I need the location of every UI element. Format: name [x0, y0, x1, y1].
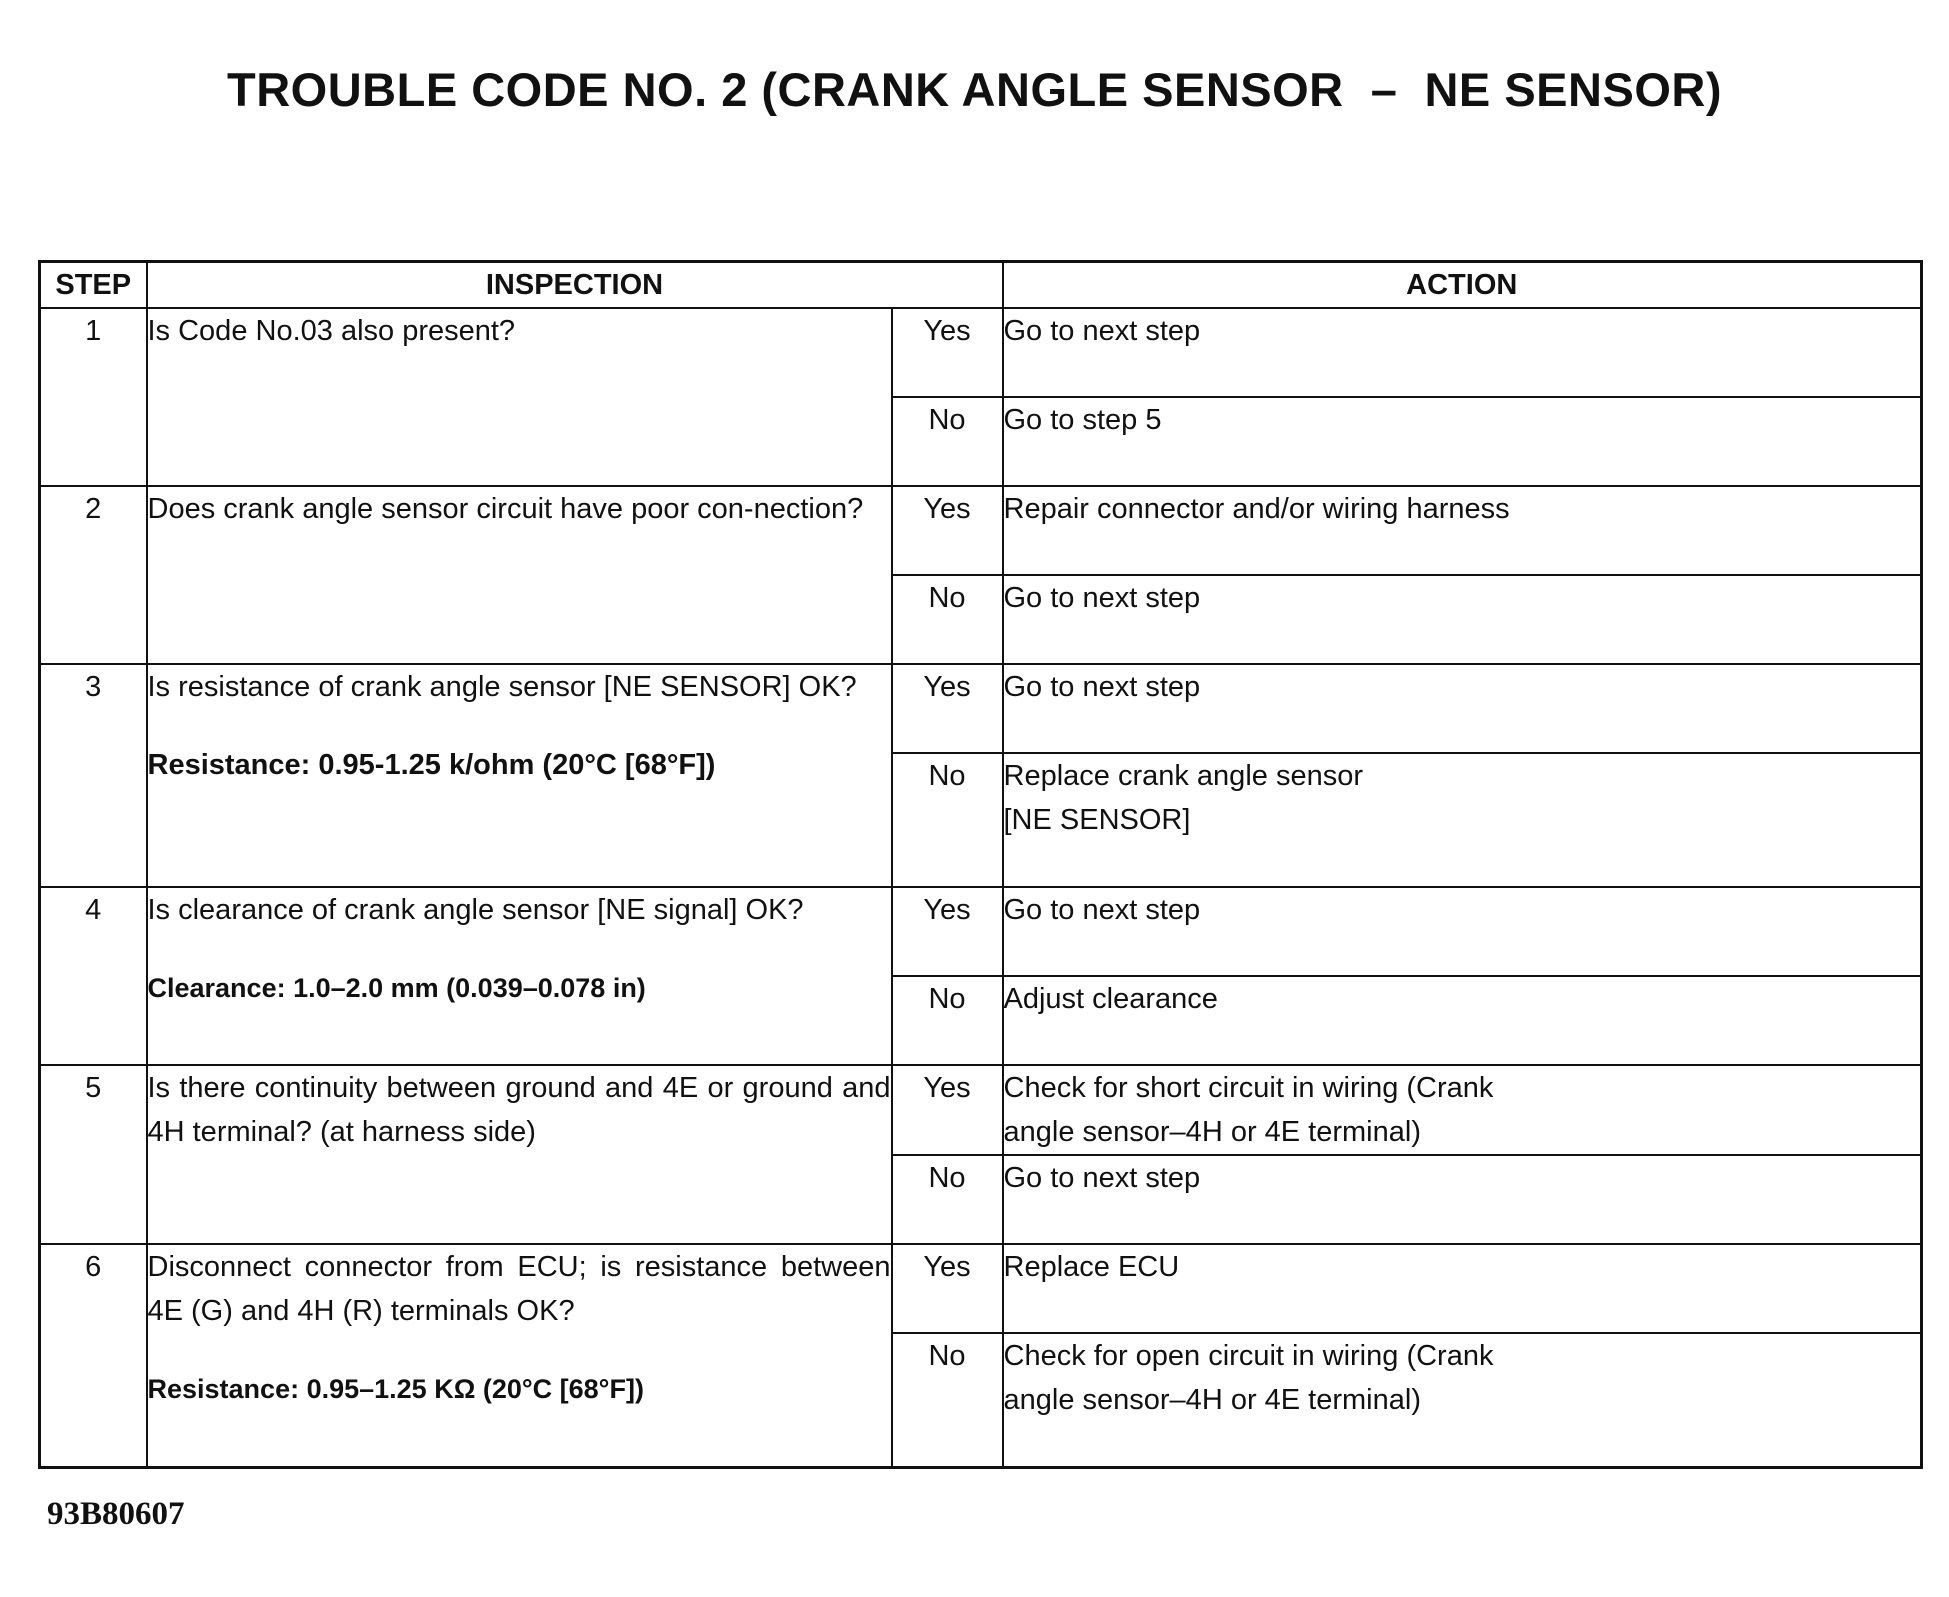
- action-line: Replace ECU: [1003, 1251, 1180, 1283]
- step-number: 6: [40, 1244, 147, 1467]
- figure-id: 93B80607: [47, 1496, 185, 1532]
- action-line: Check for open circuit in wiring (Crank: [1003, 1340, 1494, 1372]
- no-action: [1003, 1333, 1922, 1467]
- header-step: STEP: [40, 262, 147, 309]
- table-row: [40, 664, 1922, 753]
- table-header-row: [40, 262, 1922, 309]
- action-line: [NE SENSOR]: [1003, 804, 1191, 836]
- step-number: 2: [40, 486, 147, 664]
- yes-label: Yes: [892, 887, 1003, 976]
- table-body: [40, 308, 1922, 1467]
- no-action: [1003, 1155, 1922, 1244]
- inspection-cell: [147, 1065, 892, 1244]
- inspection-spec: Clearance: 1.0–2.0 mm (0.039–0.078 in): [147, 973, 646, 1003]
- table-row: [40, 887, 1922, 976]
- action-line: Go to next step: [1003, 671, 1201, 703]
- inspection-cell: [147, 887, 892, 1065]
- inspection-spec: Resistance: 0.95-1.25 k/ohm (20°C [68°F]): [147, 749, 716, 781]
- action-line: Go to next step: [1003, 894, 1201, 926]
- inspection-question: Is there continuity between ground and 4E or ground and 4H terminal? (at harness side): [147, 1072, 891, 1148]
- no-action: [1003, 976, 1922, 1065]
- no-label: No: [892, 753, 1003, 887]
- action-line: angle sensor–4H or 4E terminal): [1003, 1116, 1421, 1148]
- step-number: 5: [40, 1065, 147, 1244]
- inspection-question: Is Code No.03 also present?: [147, 315, 516, 347]
- yes-label: Yes: [892, 308, 1003, 397]
- action-line: Repair connector and/or wiring harness: [1003, 493, 1510, 525]
- no-label: No: [892, 575, 1003, 664]
- table-row: [40, 308, 1922, 397]
- table-row: [40, 1244, 1922, 1333]
- inspection-cell: [147, 664, 892, 887]
- header-inspection: INSPECTION: [147, 262, 1003, 309]
- action-line: Replace crank angle sensor: [1003, 760, 1363, 792]
- inspection-question: Is clearance of crank angle sensor [NE signal] OK?: [147, 894, 804, 926]
- action-line: angle sensor–4H or 4E terminal): [1003, 1384, 1421, 1416]
- action-line: Go to next step: [1003, 315, 1201, 347]
- no-action: [1003, 397, 1922, 486]
- no-label: No: [892, 976, 1003, 1065]
- no-label: No: [892, 397, 1003, 486]
- action-line: Go to next step: [1003, 582, 1201, 614]
- trouble-code-table: [38, 260, 1923, 1469]
- page-title: TROUBLE CODE NO. 2 (CRANK ANGLE SENSOR – NE SENSOR): [227, 63, 1722, 116]
- yes-action: [1003, 887, 1922, 976]
- inspection-question: Does crank angle sensor circuit have poor con-nection?: [147, 493, 864, 525]
- inspection-cell: [147, 1244, 892, 1467]
- table-row: [40, 1065, 1922, 1155]
- action-line: Adjust clearance: [1003, 983, 1218, 1015]
- inspection-question: Is resistance of crank angle sensor [NE SENSOR] OK?: [147, 671, 857, 703]
- yes-action: [1003, 1065, 1922, 1155]
- header-action: ACTION: [1003, 262, 1922, 309]
- action-line: Go to next step: [1003, 1162, 1201, 1194]
- yes-action: [1003, 308, 1922, 397]
- no-action: [1003, 753, 1922, 887]
- step-number: 3: [40, 664, 147, 887]
- yes-action: [1003, 486, 1922, 575]
- step-number: 1: [40, 308, 147, 486]
- action-line: Check for short circuit in wiring (Crank: [1003, 1072, 1494, 1104]
- no-label: No: [892, 1333, 1003, 1467]
- inspection-question: Disconnect connector from ECU; is resistance between 4E (G) and 4H (R) terminals OK?: [147, 1251, 891, 1327]
- yes-label: Yes: [892, 664, 1003, 753]
- no-action: [1003, 575, 1922, 664]
- action-line: Go to step 5: [1003, 404, 1162, 436]
- yes-action: [1003, 1244, 1922, 1333]
- yes-label: Yes: [892, 486, 1003, 575]
- inspection-cell: [147, 486, 892, 664]
- yes-action: [1003, 664, 1922, 753]
- inspection-spec: Resistance: 0.95–1.25 KΩ (20°C [68°F]): [147, 1374, 644, 1404]
- step-number: 4: [40, 887, 147, 1065]
- inspection-cell: [147, 308, 892, 486]
- no-label: No: [892, 1155, 1003, 1244]
- yes-label: Yes: [892, 1244, 1003, 1333]
- table-row: [40, 486, 1922, 575]
- yes-label: Yes: [892, 1065, 1003, 1155]
